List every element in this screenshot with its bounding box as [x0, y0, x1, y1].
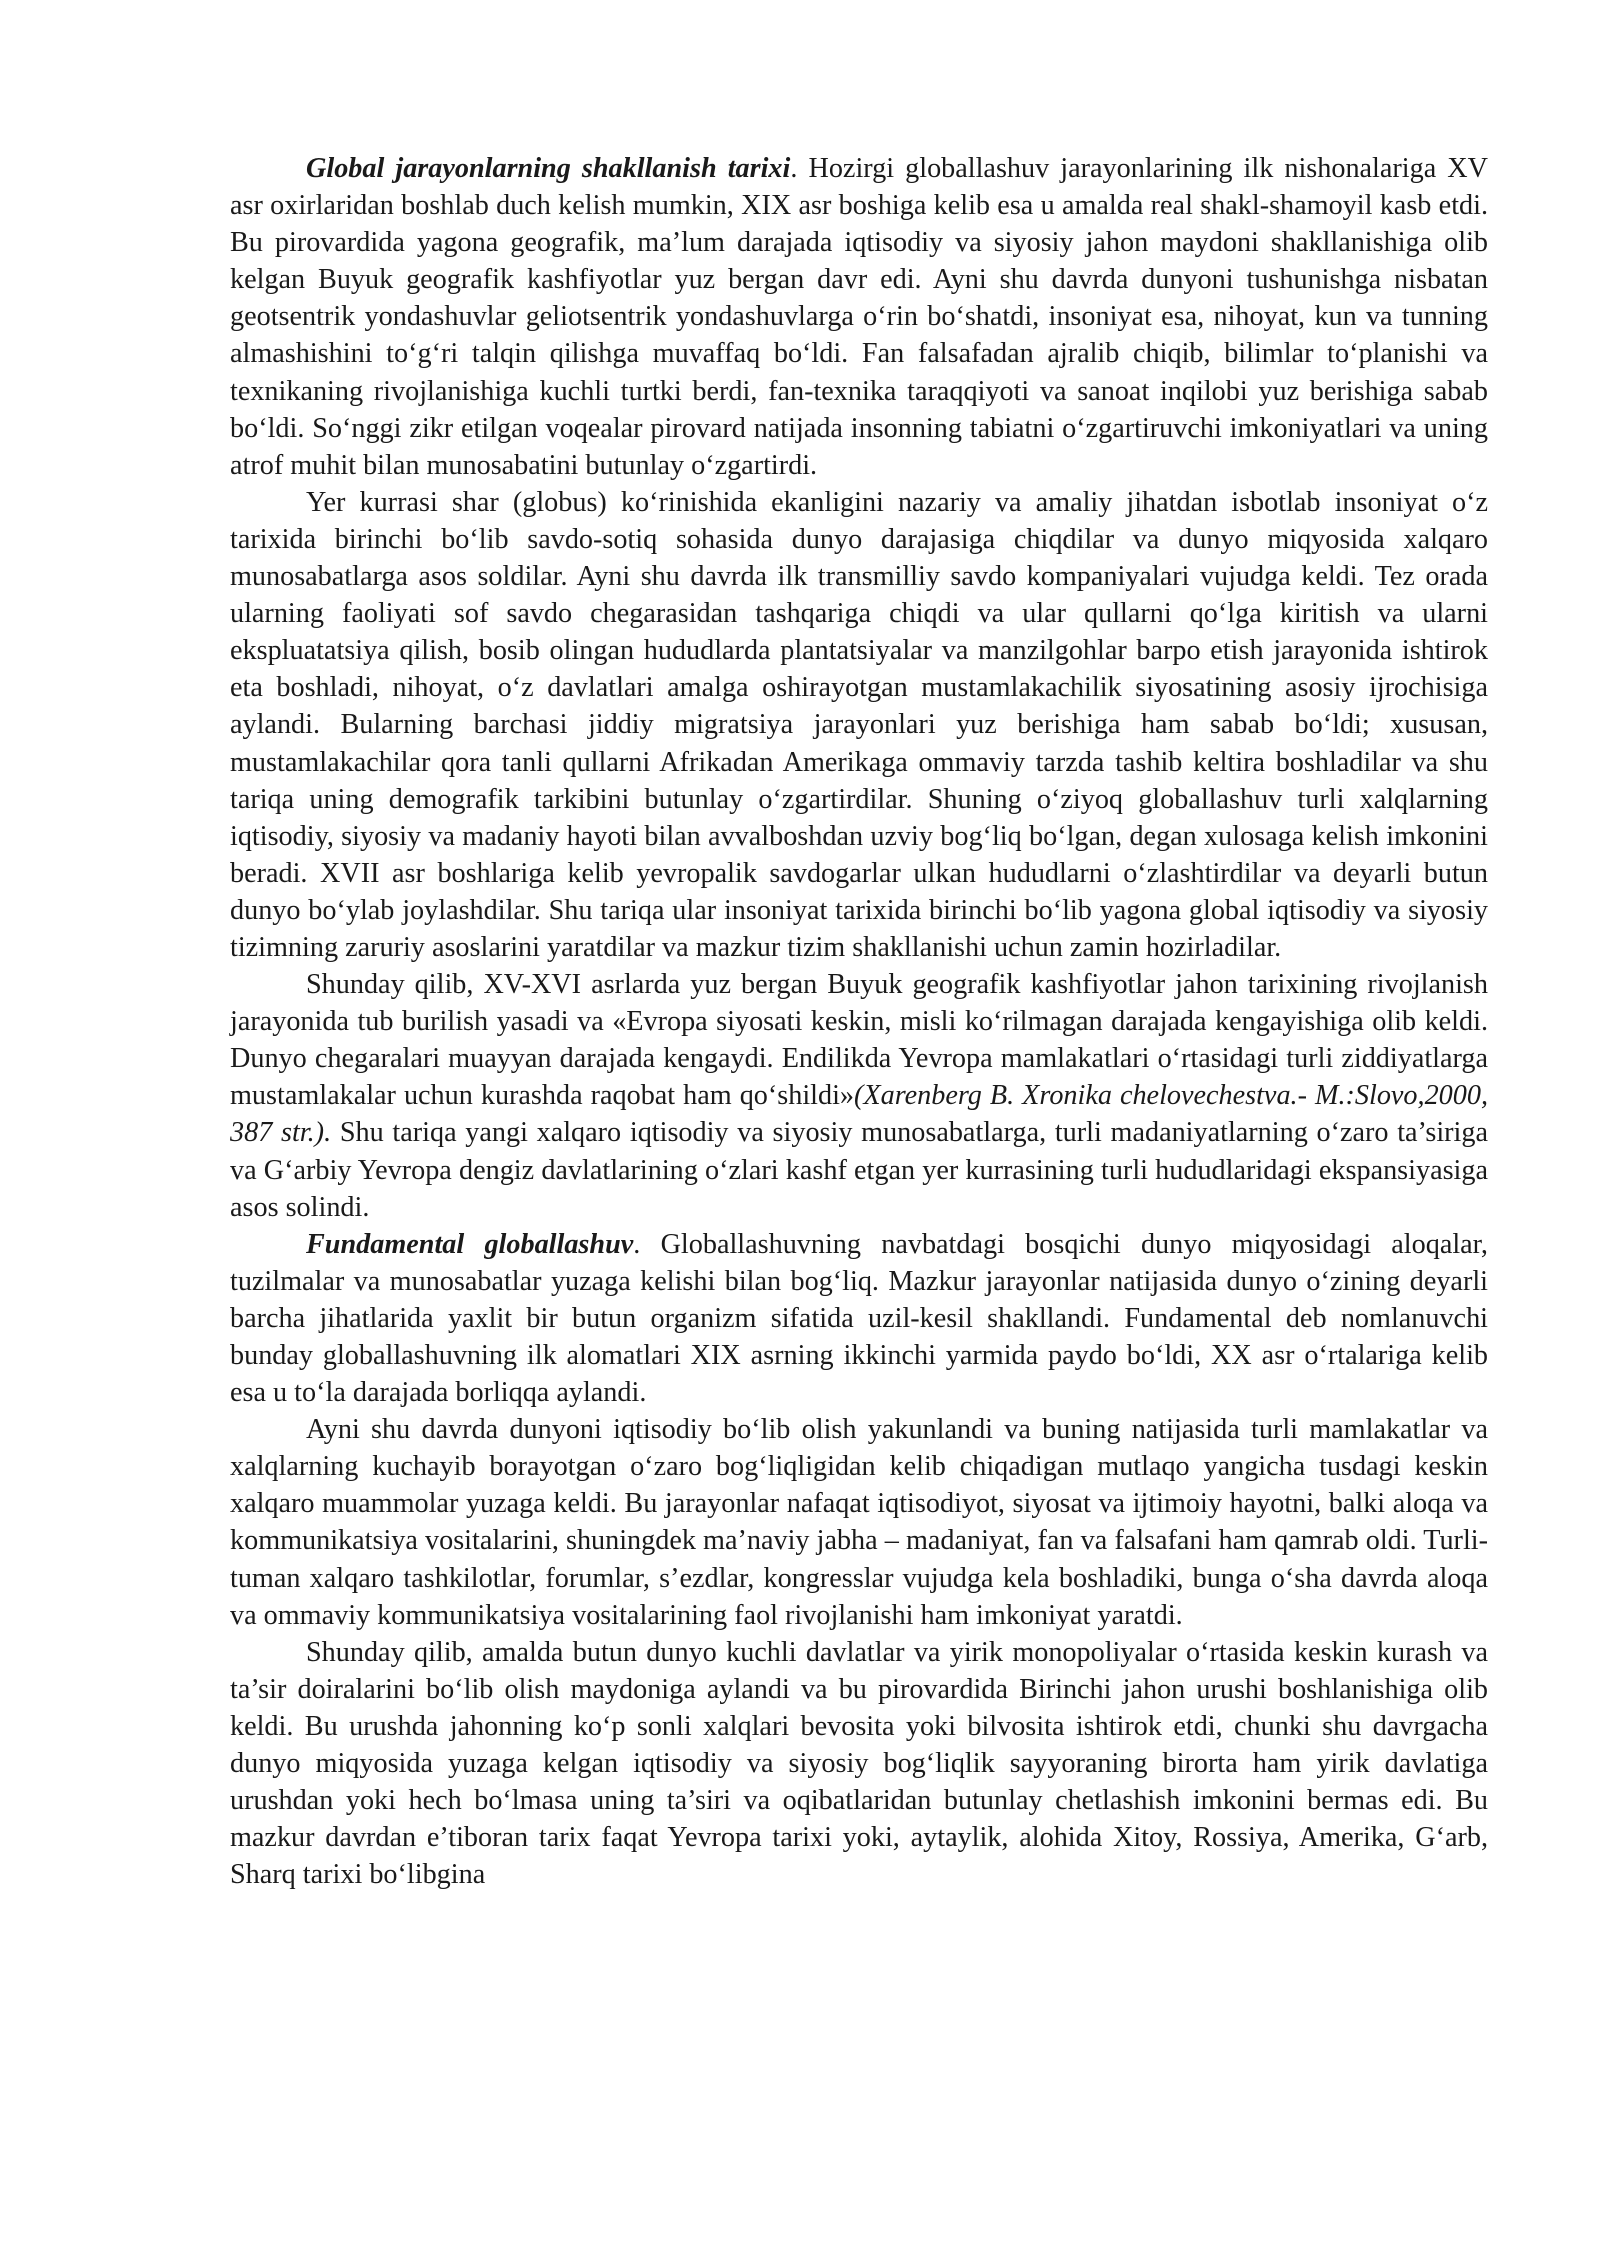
paragraph-fundamental — [230, 1226, 1488, 1411]
paragraph-text: Yer kurrasi shar (globus) ko‘rinishida ekanligini nazariy va amaliy jihatdan isbotlab insoniyat o‘z tarixida birinchi bo‘lib savdo-sotiq sohasida dunyo darajasiga chiqdilar va dunyo miqyosida xalqaro munosabatlarga asos soldilar. Ayni shu davrda ilk transmilliy savdo kompaniyalari vujudga keldi. Tez orada ularning faoliyati sof savdo chegarasidan tashqariga chiqdi va ular qullarni qo‘lga kiritish va ularni ekspluatatsiya qilish, bosib olingan hududlarda plantatsiyalar va manzilgohlar barpo etish jarayonida ishtirok eta boshladi, nihoyat, o‘z davlatlari amalga oshirayotgan mustamlakachilik siyosatining asosiy ijrochisiga aylandi. Bularning barchasi jiddiy migratsiya jarayonlari yuz berishiga ham sabab bo‘ldi; xususan, mustamlakachilar qora tanli qullarni Afrikadan Amerikaga ommaviy tarzda tashib keltira boshladilar va shu tariqa uning demografik tarkibini butunlay o‘zgartirdilar. Shuning o‘ziyoq globallashuv turli xalqlarning iqtisodiy, siyosiy va madaniy hayoti bilan avvalboshdan uzviy bog‘liq bo‘lgan, degan xulosaga kelish imkonini beradi. XVII asr boshlariga kelib yevropalik savdogarlar ulkan hududlarni o‘zlashtirdilar va deyarli butun dunyo bo‘ylab joylashdilar. Shu tariqa ular insoniyat tarixida birinchi bo‘lib yagona global iqtisodiy va siyosiy tizimning zaruriy asoslarini yaratdilar va mazkur tizim shakllanishi uchun zamin hozirladilar. — [230, 486, 1488, 963]
document-page — [230, 150, 1488, 1893]
section-heading-origins: Global jarayonlarning shakllanish tarixi — [306, 153, 791, 184]
paragraph-text: Shunday qilib, amalda butun dunyo kuchli davlatlar va yirik monopoliyalar o‘rtasida keskin kurash va ta’sir doiralarini bo‘lib olish maydoniga aylandi va bu pirovardida Birinchi jahon urushi boshlanishiga olib keldi. Bu urushda jahonning ko‘p sonli xalqlari bevosita yoki bilvosita ishtirok etdi, chunki shu davrgacha dunyo miqyosida yuzaga kelgan iqtisodiy va siyosiy bog‘liqlik sayyoraning birorta ham yirik davlatiga urushdan yoki hech bo‘lmasa uning ta’siri va oqibatlaridan butunlay chetlashish imkonini bermas edi. Bu mazkur davrdan e’tiboran tarix faqat Yevropa tarixi yoki, aytaylik, alohida Xitoy, Rossiya, Amerika, G‘arb, Sharq tarixi bo‘libgina — [230, 1636, 1488, 1891]
paragraph-text: . Hozirgi globallashuv jarayonlarining ilk nishonalariga XV asr oxirlaridan boshlab duch kelish mumkin, XIX asr boshiga kelib esa u amalda real shakl-shamoyil kasb etdi. Bu pirovardida yagona geografik, ma’lum darajada iqtisodiy va siyosiy jahon maydoni shakllanishiga olib kelgan Buyuk geografik kashfiyotlar yuz bergan davr edi. Ayni shu davrda dunyoni tushunishga nisbatan geotsentrik yondashuvlar geliotsentrik yondashuvlarga o‘rin bo‘shatdi, insoniyat esa, nihoyat, kun va tunning almashishini to‘g‘ri talqin qilishga muvaffaq bo‘ldi. Fan falsafadan ajralib chiqib, bilimlar to‘planishi va texnikaning rivojlanishiga kuchli turtki berdi, fan-texnika taraqqiyoti va sanoat inqilobi yuz berishiga sabab bo‘ldi. So‘nggi zikr etilgan voqealar pirovard natijada insonning tabiatni o‘zgartiruvchi imkoniyatlari va uning atrof muhit bilan munosabatini butunlay o‘zgartirdi. — [230, 153, 1488, 481]
citation: (Xarenberg B. Xronika chelovechestva.- M.:Slovo,2000, 387 str.). — [230, 1080, 1488, 1149]
paragraph-globe-trade — [230, 484, 1488, 966]
paragraph-text: . Globallashuvning navbatdagi bosqichi dunyo miqyosidagi aloqalar, tuzilmalar va munosabatlar yuzaga kelishi bilan bog‘liq. Mazkur jarayonlar natijasida dunyo o‘zining deyarli barcha jihatlarida yaxlit bir butun organizm sifatida uzil-kesil shakllandi. Fundamental deb nomlanuvchi bunday globallashuvning ilk alomatlari XIX asrning ikkinchi yarmida paydo bo‘ldi, XX asr o‘rtalariga kelib esa u to‘la darajada borliqqa aylandi. — [230, 1228, 1488, 1409]
paragraph-economic-division — [230, 1411, 1488, 1634]
paragraph-world-war — [230, 1634, 1488, 1894]
paragraph-origins — [230, 150, 1488, 484]
paragraph-text: Ayni shu davrda dunyoni iqtisodiy bo‘lib olish yakunlandi va buning natijasida turli mamlakatlar va xalqlarning kuchayib borayotgan o‘zaro bog‘liqligidan kelib chiqadigan mutlaqo yangicha tusdagi keskin xalqaro muammolar yuzaga keldi. Bu jarayonlar nafaqat iqtisodiyot, siyosat va ijtimoiy hayotni, balki aloqa va kommunikatsiya vositalarini, shuningdek ma’naviy jabha – madaniyat, fan va falsafani ham qamrab oldi. Turli-tuman xalqaro tashkilotlar, forumlar, s’ezdlar, kongresslar vujudga kela boshladiki, bunga o‘sha davrda aloqa va ommaviy kommunikatsiya vositalarining faol rivojlanishi ham imkoniyat yaratdi. — [230, 1414, 1488, 1631]
paragraph-text: Shunday qilib, XV-XVI asrlarda yuz bergan Buyuk geografik kashfiyotlar jahon tarixining rivojlanish jarayonida tub burilish yasadi va «Evropa siyosati keskin, misli ko‘rilmagan darajada kengayishiga olib keldi. Dunyo chegaralari muayyan darajada kengaydi. Endilikda Yevropa mamlakatlari o‘rtasidagi turli ziddiyatlarga mustamlakalar uchun kurashda raqobat ham qo‘shildi» — [230, 969, 1488, 1112]
paragraph-text: Shu tariqa yangi xalqaro iqtisodiy va siyosiy munosabatlarga, turli madaniyatlarning o‘zaro ta’siriga va G‘arbiy Yevropa dengiz davlatlarining o‘zlari kashf etgan yer kurrasining turli hududlaridagi ekspansiyasiga asos solindi. — [230, 1117, 1488, 1223]
section-heading-fundamental: Fundamental globallashuv — [306, 1228, 634, 1260]
paragraph-geographic-discoveries — [230, 966, 1488, 1226]
